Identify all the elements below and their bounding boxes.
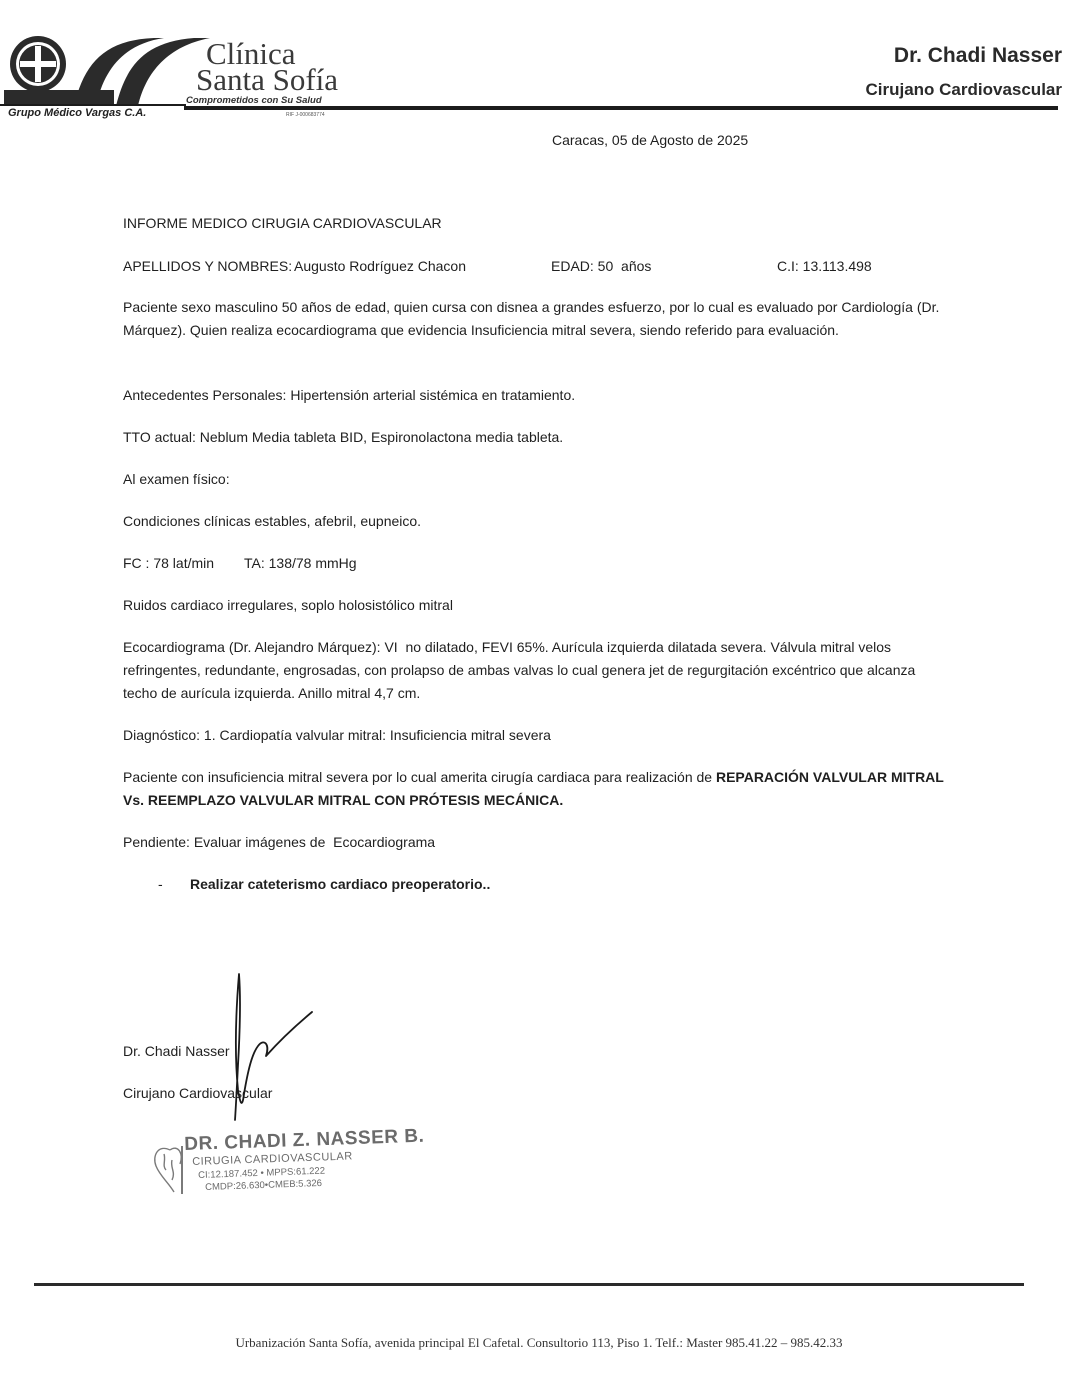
heart-rate: FC : 78 lat/min bbox=[123, 555, 215, 571]
plan-paragraph bbox=[123, 766, 953, 812]
header-divider bbox=[184, 106, 1058, 110]
header-divider-left bbox=[0, 104, 186, 106]
doctor-name-header: Dr. Chadi Nasser bbox=[893, 44, 1062, 67]
footer-divider bbox=[34, 1283, 1024, 1286]
signature-name: Dr. Chadi Nasser bbox=[123, 1043, 230, 1059]
patient-ci: C.I: 13.113.498 bbox=[777, 258, 872, 274]
stamp-doctor-name: DR. CHADI Z. NASSER B. bbox=[184, 1125, 425, 1155]
exam-heading: Al examen físico: bbox=[123, 471, 230, 487]
antecedentes-paragraph: Antecedentes Personales: Hipertensión arterial sistémica en tratamiento. bbox=[123, 387, 576, 403]
doctor-specialty-header: Cirujano Cardiovascular bbox=[865, 80, 1062, 99]
bullet-dash: - bbox=[158, 876, 163, 892]
patient-age: EDAD: 50 años bbox=[551, 258, 652, 274]
clinic-tagline: Comprometidos con Su Salud bbox=[186, 95, 322, 106]
diagnosis-paragraph: Diagnóstico: 1. Cardiopatía valvular mitral: Insuficiencia mitral severa bbox=[123, 727, 551, 743]
clinic-name-line1: Clínica bbox=[206, 36, 296, 71]
patient-name-value: Augusto Rodríguez Chacon bbox=[294, 258, 466, 274]
clinic-logo-icon bbox=[4, 34, 214, 108]
blood-pressure: TA: 138/78 mmHg bbox=[244, 555, 357, 571]
clinic-name-line2: Santa Sofía bbox=[196, 62, 339, 97]
plan-intro: Paciente con insuficiencia mitral severa por lo cual amerita cirugía cardiaca para realización de bbox=[123, 769, 716, 785]
stamp-specialty: CIRUGIA CARDIOVASCULAR bbox=[192, 1150, 353, 1168]
heart-sounds-paragraph: Ruidos cardiaco irregulares, soplo holosistólico mitral bbox=[123, 597, 453, 613]
clinic-group-name: Grupo Médico Vargas C.A. bbox=[8, 107, 147, 119]
report-title: INFORME MEDICO CIRUGIA CARDIOVASCULAR bbox=[123, 215, 442, 231]
pending-item: Realizar cateterismo cardiaco preoperatorio.. bbox=[190, 876, 491, 892]
footer-address: Urbanización Santa Sofía, avenida principal El Cafetal. Consultorio 113, Piso 1. Telf.: Master 985.41.22 – 985.42.33 bbox=[235, 1335, 843, 1350]
history-paragraph: Paciente sexo masculino 50 años de edad, quien cursa con disnea a grandes esfuerzo, por lo cual es evaluado por Cardiología (Dr. Márquez). Quien realiza ecocardiograma que evidencia Insuficiencia mitral severa, siendo referido para evaluación. bbox=[123, 299, 940, 338]
handwritten-signature-icon bbox=[200, 970, 330, 1130]
pending-paragraph: Pendiente: Evaluar imágenes de Ecocardiograma bbox=[123, 834, 436, 850]
plan-procedure: REPARACIÓN VALVULAR MITRAL Vs. REEMPLAZO VALVULAR MITRAL CON PRÓTESIS MECÁNICA. bbox=[123, 769, 944, 808]
stamp-cmdp-cmeb: CMDP:26.630•CMEB:5.326 bbox=[205, 1177, 323, 1193]
conditions-paragraph: Condiciones clínicas estables, afebril, eupneico. bbox=[123, 513, 422, 529]
report-date: Caracas, 05 de Agosto de 2025 bbox=[552, 132, 749, 148]
clinic-rif: RIF J-000683774 bbox=[286, 112, 325, 118]
treatment-paragraph: TTO actual: Neblum Media tableta BID, Espironolactona media tableta. bbox=[123, 429, 564, 445]
heart-stamp-icon bbox=[150, 1140, 186, 1196]
patient-name-label: APELLIDOS Y NOMBRES: bbox=[123, 258, 293, 274]
echocardiogram-paragraph: Ecocardiograma (Dr. Alejandro Márquez): VI no dilatado, FEVI 65%. Aurícula izquierda dilatada severa. Válvula mitral velos refringentes, redundante, engrosadas, con prolapso de ambas valvas lo cual genera jet de regurgitación excéntrico que alcanza techo de aurícula izquierda. Anillo mitral 4,7 cm. bbox=[123, 639, 920, 701]
stamp-ci-mpps: CI:12.187.452 • MPPS:61.222 bbox=[198, 1165, 326, 1181]
signature-title: Cirujano Cardiovascular bbox=[123, 1085, 273, 1101]
